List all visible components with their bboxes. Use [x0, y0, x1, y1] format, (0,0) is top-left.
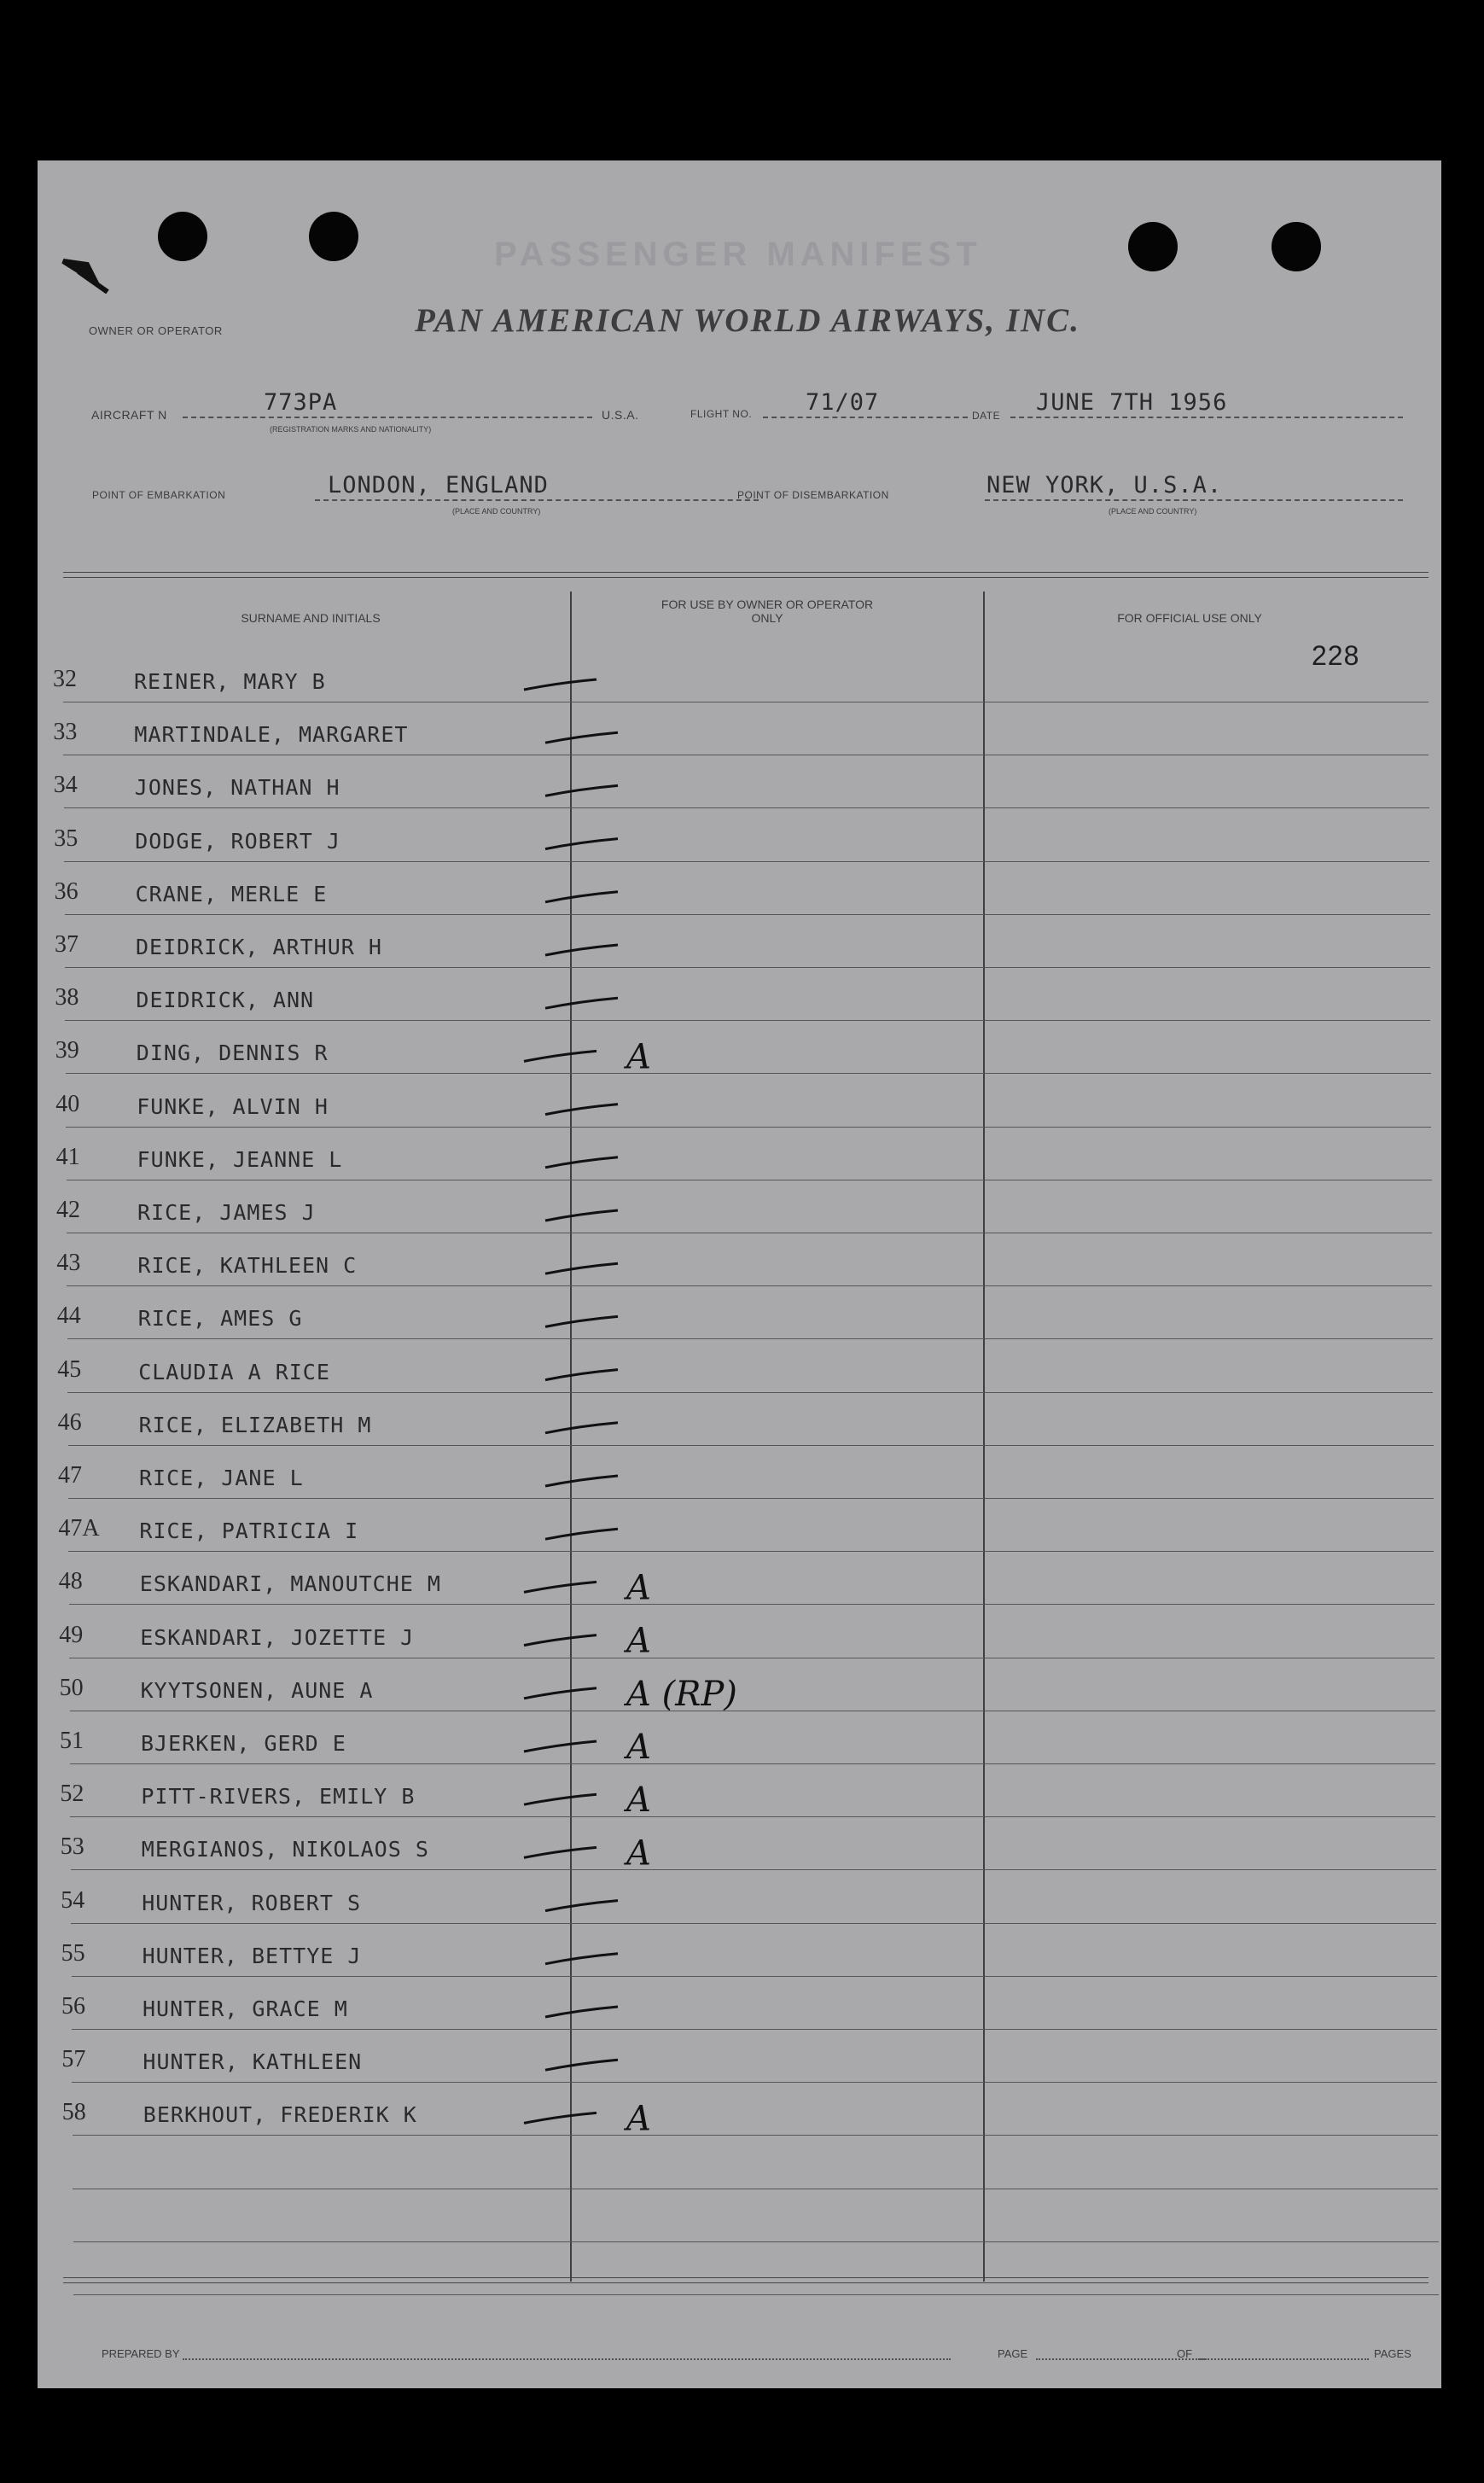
- check-stroke: [545, 1901, 618, 1911]
- date-value: JUNE 7TH 1956: [1036, 389, 1228, 416]
- check-stroke: [524, 679, 597, 690]
- check-stroke: [545, 839, 618, 849]
- passenger-name: CLAUDIA A RICE: [138, 1359, 330, 1384]
- passenger-number: 51: [60, 1728, 84, 1754]
- check-stroke: [545, 1263, 618, 1274]
- manifest-page: [38, 160, 1441, 2388]
- airline-name: PAN AMERICAN WORLD AIRWAYS, INC.: [415, 302, 1080, 339]
- passenger-number: 47A: [58, 1515, 100, 1542]
- check-stroke: [545, 1370, 618, 1380]
- check-stroke: [524, 1582, 597, 1592]
- check-stroke: [545, 998, 618, 1008]
- handwritten-marks: [38, 160, 1441, 2388]
- registration-note: (REGISTRATION MARKS AND NATIONALITY): [270, 425, 432, 434]
- table-bottom-rule: [63, 2277, 1429, 2283]
- passenger-number: 47: [58, 1462, 82, 1489]
- page-label: PAGE: [998, 2347, 1028, 2360]
- passenger-name: JONES, NATHAN H: [134, 775, 340, 801]
- check-stroke: [524, 2113, 597, 2123]
- passenger-number: 54: [61, 1886, 85, 1914]
- check-stroke: [545, 1529, 618, 1539]
- disembark-value: NEW YORK, U.S.A.: [986, 472, 1223, 498]
- passenger-number: 55: [61, 1939, 85, 1967]
- passenger-name: HUNTER, KATHLEEN: [143, 2049, 363, 2075]
- check-stroke: [545, 2007, 618, 2017]
- pages-label: PAGES: [1374, 2347, 1411, 2360]
- prepared-label: PREPARED BY: [102, 2347, 180, 2360]
- owner-label: OWNER OR OPERATOR: [89, 324, 223, 337]
- passenger-number: 33: [53, 719, 78, 746]
- column-header-official: FOR OFFICIAL USE ONLY: [1117, 611, 1262, 625]
- passenger-name: PITT-RIVERS, EMILY B: [141, 1784, 416, 1810]
- passenger-number: 43: [56, 1250, 81, 1277]
- passenger-number: 48: [58, 1568, 83, 1595]
- passenger-number: 34: [53, 772, 78, 799]
- embark-label: POINT OF EMBARKATION: [92, 489, 226, 501]
- passenger-number: 39: [55, 1037, 79, 1064]
- passenger-name: ESKANDARI, JOZETTE J: [140, 1624, 415, 1650]
- form-title: PASSENGER MANIFEST: [494, 236, 982, 273]
- of-label: OF: [1177, 2347, 1193, 2360]
- check-stroke: [545, 1210, 618, 1221]
- check-stroke: [545, 1476, 618, 1486]
- passenger-number: 35: [54, 825, 79, 852]
- passenger-name: KYYTSONEN, AUNE A: [140, 1677, 374, 1703]
- check-stroke: [524, 1741, 597, 1752]
- passenger-name: RICE, PATRICIA I: [139, 1518, 359, 1544]
- of-underline: [1198, 2358, 1369, 2360]
- usa-label: U.S.A.: [602, 408, 639, 422]
- passenger-number: 38: [55, 984, 79, 1011]
- handwritten-mark: A (RP): [626, 1674, 737, 1714]
- check-stroke: [524, 1847, 597, 1857]
- passenger-name: DODGE, ROBERT J: [135, 828, 340, 854]
- check-stroke: [545, 785, 618, 796]
- check-stroke: [524, 1688, 597, 1699]
- passenger-name: DING, DENNIS R: [136, 1040, 329, 1066]
- handwritten-mark: A: [626, 1781, 651, 1821]
- passenger-number: 36: [54, 877, 79, 905]
- passenger-name: RICE, AMES G: [137, 1306, 303, 1332]
- check-stroke: [545, 1316, 618, 1326]
- date-label: DATE: [972, 410, 1001, 422]
- passenger-number: 56: [61, 1993, 85, 2020]
- check-stroke: [524, 1051, 597, 1061]
- aircraft-label: AIRCRAFT N: [91, 408, 167, 422]
- passenger-number: 45: [57, 1355, 82, 1383]
- passenger-number: 53: [60, 1833, 84, 1861]
- handwritten-mark: A: [626, 1568, 651, 1608]
- flight-label: FLIGHT NO.: [690, 408, 753, 420]
- handwritten-mark: A: [626, 1621, 651, 1661]
- flight-value: 71/07: [806, 389, 880, 416]
- passenger-name: RICE, KATHLEEN C: [137, 1253, 358, 1279]
- check-stroke: [545, 945, 618, 955]
- passenger-number: 50: [59, 1674, 84, 1701]
- check-stroke: [545, 1423, 618, 1433]
- passenger-number: 42: [56, 1197, 80, 1223]
- column-header-owner: FOR USE BY OWNER OR OPERATOR ONLY: [661, 597, 874, 625]
- passenger-name: HUNTER, BETTYE J: [142, 1943, 362, 1968]
- embark-note: (PLACE AND COUNTRY): [452, 507, 541, 516]
- passenger-name: FUNKE, JEANNE L: [137, 1146, 343, 1172]
- check-stroke: [524, 1635, 597, 1646]
- check-stroke: [524, 1794, 597, 1804]
- passenger-number: 58: [61, 2099, 86, 2126]
- disembark-label: POINT OF DISEMBARKATION: [737, 489, 889, 501]
- check-stroke: [545, 892, 618, 902]
- passenger-name: BJERKEN, GERD E: [141, 1731, 346, 1756]
- handwritten-mark: A: [626, 1833, 651, 1874]
- passenger-name: HUNTER, ROBERT S: [142, 1890, 362, 1915]
- passenger-number: 32: [53, 666, 77, 692]
- passenger-number: 52: [60, 1781, 84, 1808]
- passenger-number: 37: [55, 931, 79, 958]
- passenger-name: REINER, MARY B: [134, 669, 326, 694]
- passenger-name: RICE, JAMES J: [137, 1200, 316, 1225]
- passenger-name: RICE, JANE L: [139, 1466, 304, 1490]
- passenger-name: HUNTER, GRACE M: [143, 1996, 348, 2021]
- passenger-name: CRANE, MERLE E: [135, 881, 328, 906]
- check-stroke: [545, 1954, 618, 1964]
- embark-value: LONDON, ENGLAND: [328, 472, 549, 498]
- check-stroke: [545, 2060, 618, 2070]
- disembark-note: (PLACE AND COUNTRY): [1109, 507, 1197, 516]
- handwritten-mark: A: [626, 1728, 651, 1767]
- passenger-name: MARTINDALE, MARGARET: [134, 722, 409, 748]
- aircraft-value: 773PA: [264, 389, 338, 416]
- passenger-name: BERKHOUT, FREDERIK K: [143, 2102, 417, 2128]
- passenger-number: 49: [59, 1621, 84, 1648]
- check-stroke: [545, 1105, 618, 1115]
- passenger-name: DEIDRICK, ARTHUR H: [136, 935, 382, 959]
- passenger-number: 41: [55, 1143, 80, 1170]
- handwritten-mark: A: [626, 2099, 651, 2139]
- passenger-number: 46: [57, 1408, 82, 1436]
- column-header-surname: SURNAME AND INITIALS: [241, 611, 381, 625]
- passenger-name: FUNKE, ALVIN H: [137, 1093, 329, 1119]
- check-stroke: [545, 732, 618, 743]
- passenger-name: MERGIANOS, NIKOLAOS S: [141, 1837, 429, 1862]
- prepared-underline: [183, 2358, 951, 2360]
- passenger-number: 40: [55, 1090, 80, 1117]
- official-number: 228: [1312, 640, 1360, 671]
- passenger-name: ESKANDARI, MANOUTCHE M: [139, 1571, 441, 1597]
- check-stroke: [545, 1157, 618, 1168]
- passenger-name: DEIDRICK, ANN: [136, 988, 315, 1013]
- passenger-number: 44: [56, 1303, 81, 1330]
- passenger-name: RICE, ELIZABETH M: [138, 1412, 372, 1437]
- passenger-number: 57: [61, 2046, 86, 2073]
- handwritten-mark: A: [626, 1037, 651, 1077]
